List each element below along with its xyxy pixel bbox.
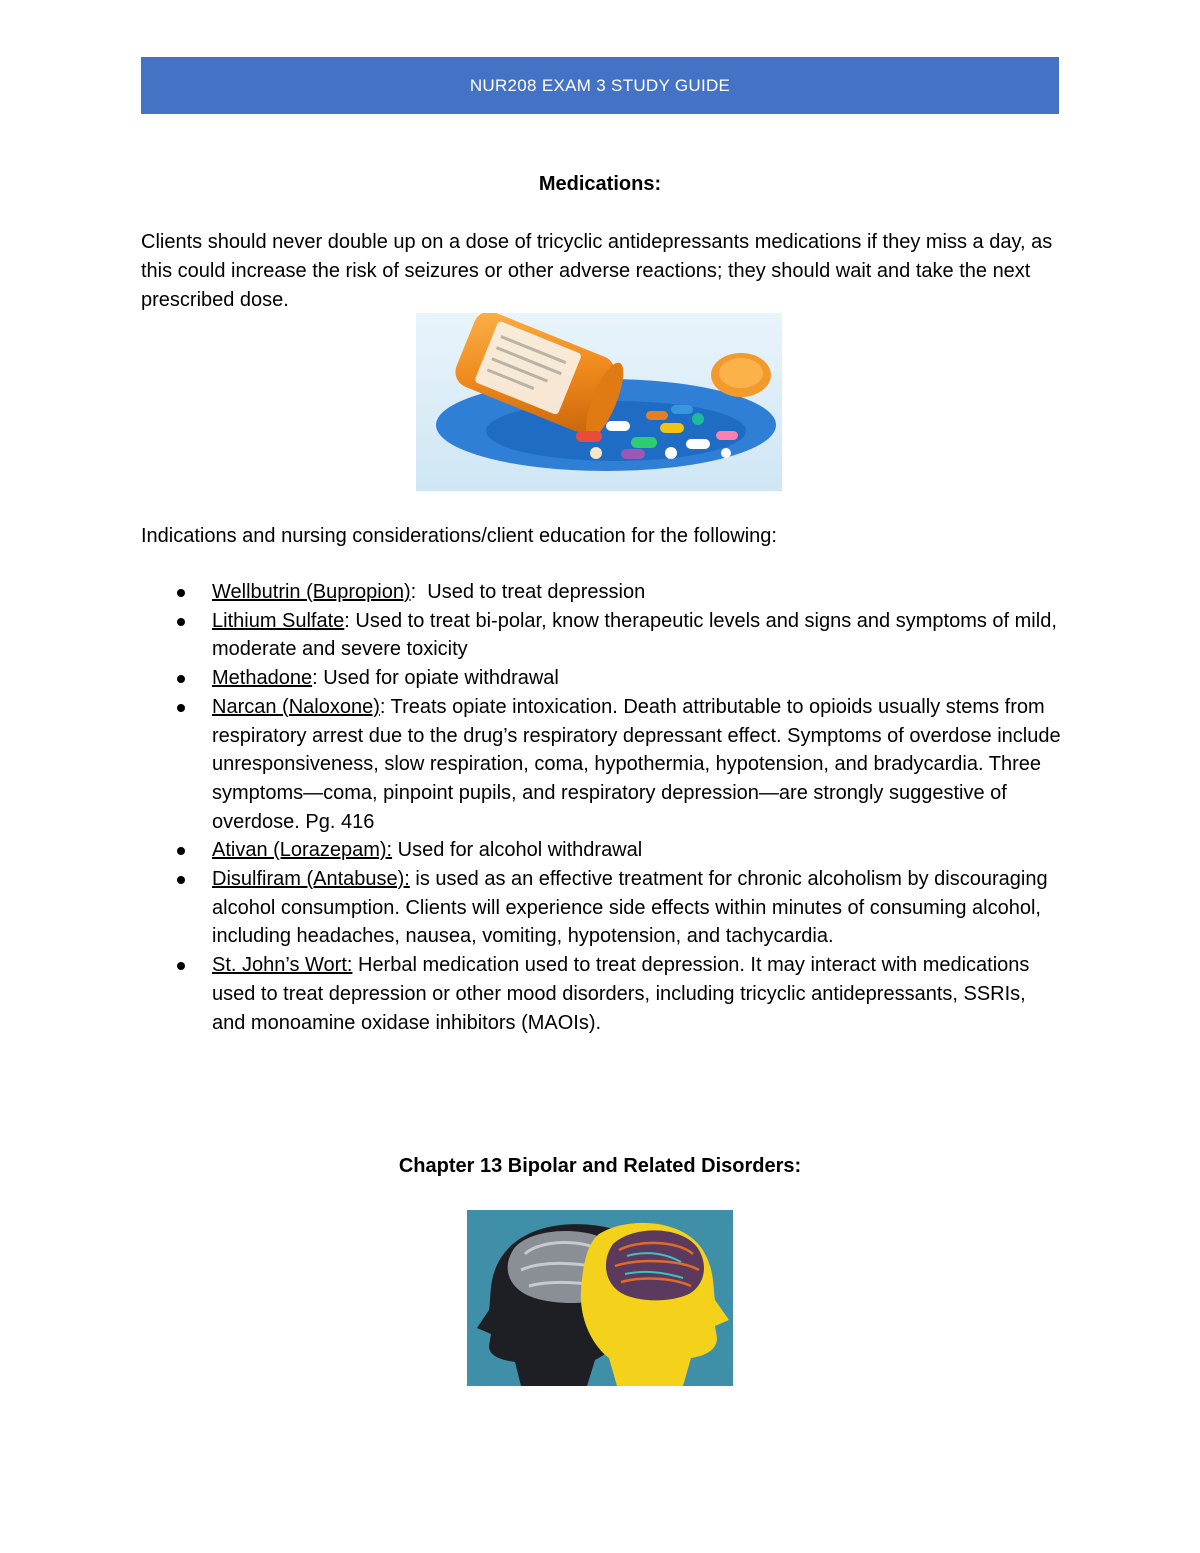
drug-name: Narcan (Naloxone) [212,695,380,718]
document-header [141,57,1059,114]
list-item [141,865,1061,951]
indications-heading: Indications and nursing considerations/client education for the following: [141,525,777,547]
drug-name: Wellbutrin (Bupropion) [212,581,411,603]
drug-description: Used for alcohol withdrawal [392,839,643,862]
list-item: Wellbutrin (Bupropion): Used to treat depression [141,578,1061,607]
bipolar-heads-image [467,1210,733,1386]
drug-description: Treats opiate intoxication. Death attributable to opioids usually stems from respiratory arrest due to the drug’s respiratory depressant effect. Symptoms of overdose include unresponsiveness, slow respiration, coma, hypothermia, hypotension, and bradycardia. Three symptoms—coma, pinpoint pupils, and respiratory depression—are strongly suggestive of overdose. Pg. 416 [212,695,1061,833]
document-title: NUR208 EXAM 3 STUDY GUIDE [469,75,731,95]
drug-description: is used as an effective treatment for chronic alcoholism by discouraging alcohol consumption. Clients will experience side effects within minutes of consuming alcohol, including headaches, nausea, vomiting, hypotension, and tachycardia. [212,868,1048,948]
drug-description: Used to treat depression [416,581,646,603]
drug-name: Lithium Sulfate [212,609,345,632]
list-item: Narcan (Naloxone): Treats opiate intoxication. Death attributable to opioids usually stems from respiratory arrest due to the drug’s respiratory depressant effect. Symptoms of overdose include unresponsiveness, slow respiration, coma, hypothermia, hypotension, and bradycardia. Three symptoms—coma, pinpoint pupils, and respiratory depression—are strongly suggestive of overdose. Pg. 416 [141,693,1061,837]
medications-intro: Clients should never double up on a dose of tricyclic antidepressants medications if they miss a day, as this could increase the risk of seizures or other adverse reactions; they should wait and take the next prescribed dose. [141,231,1053,311]
drug-description: Used to treat bi-polar, know therapeutic levels and signs and symptoms of mild, moderate and severe toxicity [212,609,1057,661]
list-item: Methadone: Used for opiate withdrawal [141,664,1061,693]
drug-description: Herbal medication used to treat depression. It may interact with medications used to treat depression or other mood disorders, including tricyclic antidepressants, SSRIs, and monoamine oxidase inhibitors (MAOIs). [212,954,1030,1034]
medications-heading: Medications: [538,173,662,195]
list-item: Lithium Sulfate: Used to treat bi-polar, know therapeutic levels and signs and symptoms of mild, moderate and severe toxicity [141,607,1061,664]
drug-name: Disulfiram (Antabuse): [212,868,410,891]
medication-list [141,578,1061,1037]
pill-bottle-image [416,313,782,491]
list-item [141,836,1061,865]
drug-name: St. John’s Wort: [212,954,353,977]
chapter-heading: Chapter 13 Bipolar and Related Disorders: [398,1155,802,1177]
list-item [141,951,1061,1037]
drug-name: Ativan (Lorazepam): [212,839,393,862]
drug-description: Used for opiate withdrawal [317,667,559,690]
drug-name: Methadone [212,667,313,690]
